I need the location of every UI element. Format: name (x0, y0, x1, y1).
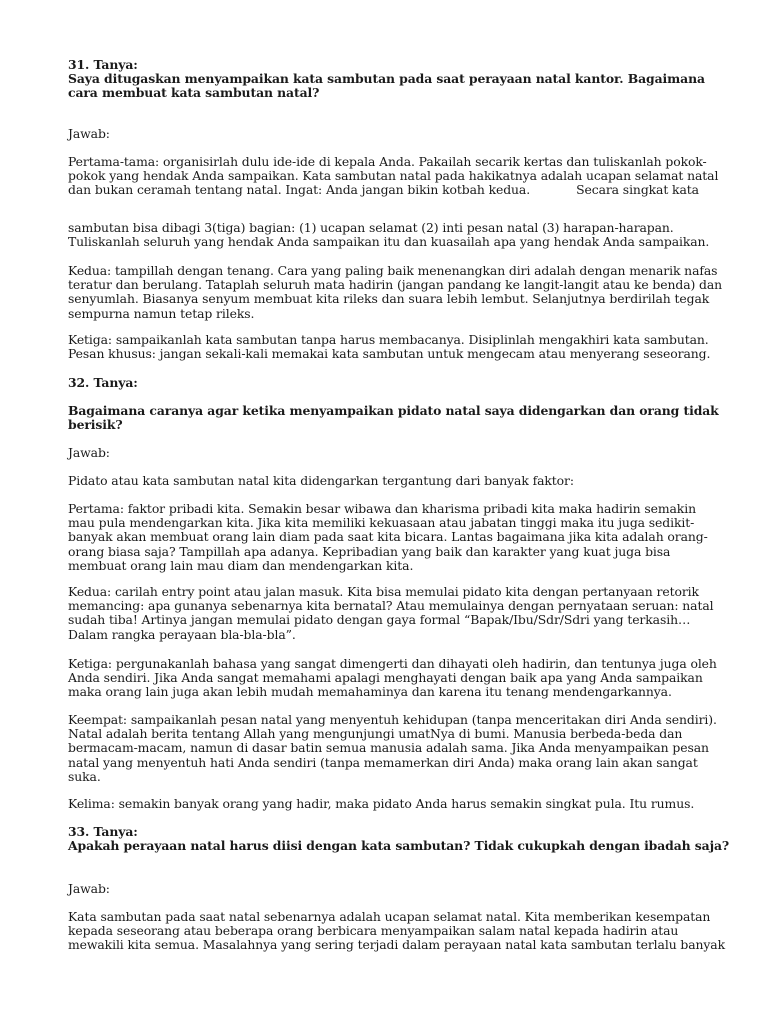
paragraph-line: Pesan khusus: jangan sekali-kali memakai kata sambutan untuk mengecam atau menyerang seseorang. (68, 346, 711, 362)
q32-question-line: Bagaimana caranya agar ketika menyampaikan pidato natal saya didengarkan dan orang tidak (68, 403, 719, 418)
paragraph-line: senyumlah. Biasanya senyum membuat kita rileks dan suara lebih lembut. Selanjutnya berdirilah tegak (68, 291, 710, 307)
q31-heading-text: 31. Tanya: (68, 57, 138, 72)
q33-jawab-label: Jawab: (68, 881, 110, 896)
q32-heading (68, 376, 708, 390)
paragraph-line: sudah tiba! Artinya jangan memulai pidato dengan gaya formal “Bapak/Ibu/Sdr/Sdri yang terkasih… (68, 612, 691, 628)
paragraph-line: Ketiga: pergunakanlah bahasa yang sangat dimengerti dan dihayati oleh hadirin, dan tentunya juga oleh (68, 656, 717, 671)
q31-paragraph-1b (68, 221, 708, 249)
paragraph-line: Ketiga: sampaikanlah kata sambutan tanpa harus membacanya. Disiplinlah mengakhiri kata sambutan. (68, 332, 709, 347)
paragraph-line: Kedua: tampillah dengan tenang. Cara yang paling baik menenangkan diri adalah dengan menarik nafas (68, 263, 718, 278)
paragraph-line: mewakili kita semua. Masalahnya yang sering terjadi dalam perayaan natal kata sambutan terlalu banyak (68, 937, 726, 953)
paragraph-line: Kelima: semakin banyak orang yang hadir, maka pidato Anda harus semakin singkat pula. Itu rumus. (68, 796, 695, 811)
paragraph-line: suka. (68, 768, 101, 784)
q32-paragraph-4 (68, 712, 717, 784)
q31-paragraph-2 (68, 263, 723, 321)
paragraph-line: pokok yang hendak Anda sampaikan. Kata sambutan natal pada hakikatnya adalah ucapan selamat natal (68, 168, 719, 184)
paragraph-line: sambutan bisa dibagi 3(tiga) bagian: (1) ucapan selamat (2) inti pesan natal (3) harapan-harapan. (68, 220, 674, 235)
paragraph-line: teratur dan berulang. Tataplah seluruh mata hadirin (jangan pandang ke langit-langit atau ke benda) dan (68, 277, 723, 293)
paragraph-line: dan bukan ceramah tentang natal. Ingat: Anda jangan bikin kotbah kedua. Secara singkat kata (68, 182, 699, 198)
paragraph-line: Tuliskanlah seluruh yang hendak Anda sampaikan itu dan kuasailah apa yang hendak Anda sampaikan. (68, 234, 710, 250)
paragraph-line: orang biasa saja? Tampillah apa adanya. Kepribadian yang baik dan karakter yang kuat juga bisa (68, 543, 671, 559)
q33-question-line: Apakah perayaan natal harus diisi dengan kata sambutan? Tidak cukupkah dengan ibadah saja? (68, 838, 730, 854)
q32-heading-text: 32. Tanya: (68, 375, 138, 390)
q32-jawab-label: Jawab: (68, 445, 110, 460)
paragraph-line: Kata sambutan pada saat natal sebenarnya adalah ucapan selamat natal. Kita memberikan kesempatan (68, 909, 711, 924)
q32-question-line: berisik? (68, 417, 123, 433)
paragraph-line: bermacam-macam, namun di dasar batin semua manusia adalah sama. Jika Anda menyampaikan pesan (68, 740, 709, 756)
paragraph-line: Kedua: carilah entry point atau jalan masuk. Kita bisa memulai pidato kita dengan pertanyaan retorik (68, 584, 699, 599)
paragraph-line: memancing: apa gunanya sebenarnya kita bernatal? Atau memulainya dengan pernyataan seruan: natal (68, 598, 714, 614)
q33-heading (68, 824, 730, 854)
q31-paragraph-3 (68, 332, 711, 362)
q33-paragraph-1 (68, 909, 726, 953)
q31-heading (68, 58, 708, 101)
q32-question (68, 403, 719, 433)
q31-jawab-label: Jawab: (68, 126, 110, 141)
paragraph-line: Pertama: faktor pribadi kita. Semakin besar wibawa dan kharisma pribadi kita maka hadirin semakin (68, 501, 696, 516)
paragraph-line: banyak akan membuat orang lain diam pada saat kita bicara. Lantas bagaimana jika kita adalah orang- (68, 529, 708, 545)
paragraph-line: Natal adalah berita tentang Allah yang mengunjungi umatNya di bumi. Manusia berbeda-beda dan (68, 726, 683, 742)
q31-question-line: cara membuat kata sambutan natal? (68, 85, 320, 101)
q33-heading-text: 33. Tanya: (68, 824, 138, 839)
paragraph-line: sempurna namun tetap rileks. (68, 305, 255, 321)
q32-jawab (68, 446, 708, 460)
paragraph-line: natal yang menyentuh hati Anda sendiri (tanpa memamerkan diri Anda) maka orang lain akan sangat (68, 754, 698, 770)
paragraph-line: Pertama-tama: organisirlah dulu ide-ide di kepala Anda. Pakailah secarik kertas dan tuliskanlah pokok- (68, 154, 707, 169)
q31-jawab (68, 127, 708, 141)
q31-paragraph-1 (68, 154, 719, 198)
paragraph-line: mau pula mendengarkan kita. Jika kita memiliki kekuasaan atau jabatan tinggi maka itu juga sedikit- (68, 515, 695, 531)
q32-intro (68, 474, 708, 488)
q33-jawab (68, 882, 708, 896)
q32-paragraph-5 (68, 797, 708, 811)
paragraph-line: kepada seseorang atau beberapa orang berbicara menyampaikan salam natal kepada hadirin atau (68, 923, 679, 939)
paragraph-line: Anda sendiri. Jika Anda sangat memahami apalagi menghayati dengan baik apa yang Anda sampaikan (68, 670, 703, 686)
q32-paragraph-3 (68, 656, 717, 700)
q32-paragraph-1 (68, 502, 708, 573)
paragraph-line: Dalam rangka perayaan bla-bla-bla”. (68, 626, 296, 642)
paragraph-line: Keempat: sampaikanlah pesan natal yang menyentuh kehidupan (tanpa menceritakan diri Anda sendiri). (68, 712, 717, 727)
paragraph-line: membuat orang lain mau diam dan mendengarkan kita. (68, 557, 414, 573)
paragraph-line: maka orang lain juga akan lebih mudah memahaminya dan karena itu tenang mendengarkannya. (68, 684, 672, 700)
q31-question-line: Saya ditugaskan menyampaikan kata sambutan pada saat perayaan natal kantor. Bagaimana (68, 71, 705, 87)
q32-paragraph-2 (68, 584, 714, 642)
paragraph-line: Pidato atau kata sambutan natal kita didengarkan tergantung dari banyak faktor: (68, 473, 574, 488)
